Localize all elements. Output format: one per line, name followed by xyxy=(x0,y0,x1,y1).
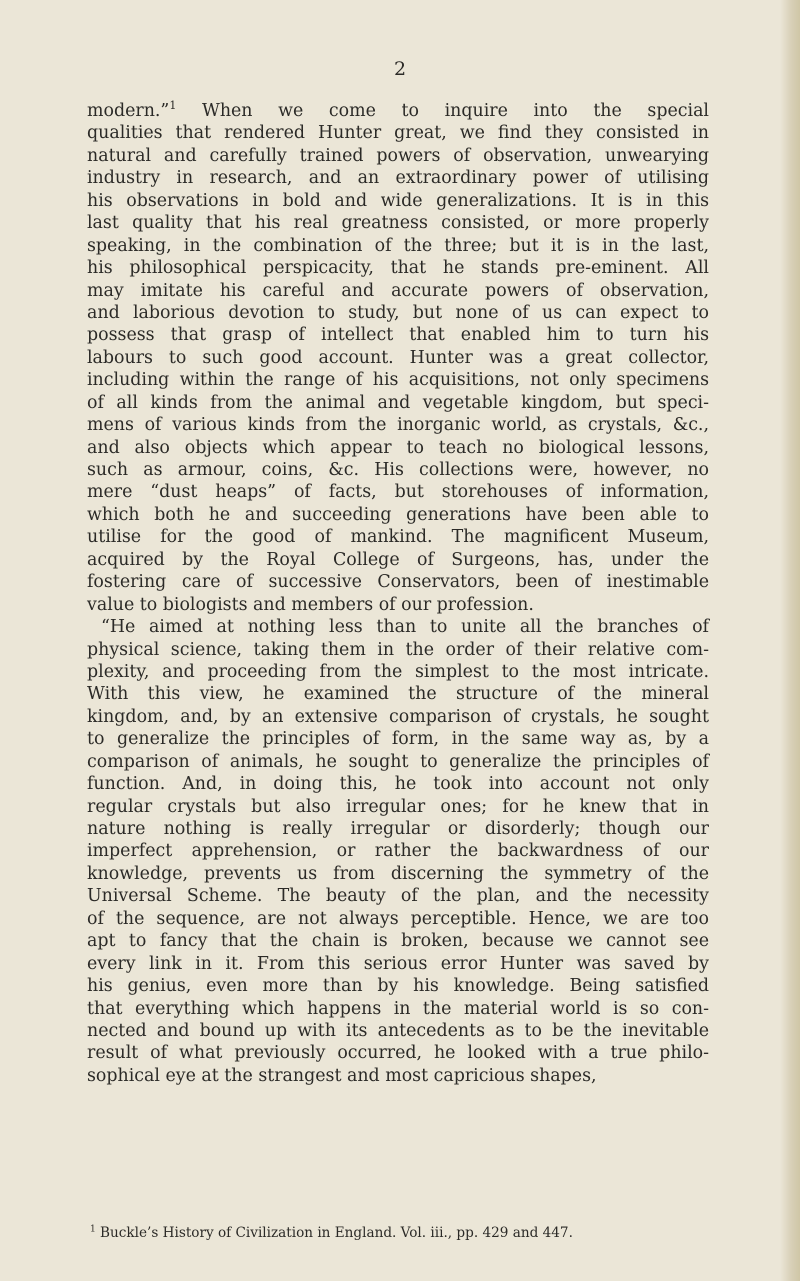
text-line: natural and carefully trained powers of observation, unwearying xyxy=(87,145,709,166)
text-line: modern.”$^1$ When we come to inquire into the special xyxy=(87,99,709,121)
quote-line: his genius, even more than by his knowledge. Being satisfied xyxy=(87,976,709,997)
page-edge-shadow xyxy=(780,0,800,1281)
quote-line: knowledge, prevents us from discerning the symmetry of the xyxy=(87,863,709,884)
text-line: utilise for the good of mankind. The magnificent Museum, xyxy=(87,527,709,548)
quote-line: regular crystals but also irregular ones; for he knew that in xyxy=(87,796,709,817)
text-line: speaking, in the combination of the three; but it is in the last, xyxy=(87,235,709,256)
text-line: and laborious devotion to study, but none of us can expect to xyxy=(87,302,709,323)
quote-line: apt to fancy that the chain is broken, because we cannot see xyxy=(87,931,709,952)
text-line: including within the range of his acquisitions, not only specimens xyxy=(87,370,709,391)
quote-line: nected and bound up with its antecedents as to be the inevitable xyxy=(87,1020,709,1041)
text-line: labours to such good account. Hunter was a great collector, xyxy=(87,347,709,368)
text-line: his philosophical perspicacity, that he stands pre-eminent. All xyxy=(87,258,709,279)
text-line: mens of various kinds from the inorganic world, as crystals, &c., xyxy=(87,415,709,436)
text-line: which both he and succeeding generations have been able to xyxy=(87,504,709,525)
footnote-marker: 1 xyxy=(90,1224,96,1235)
quote-line: imperfect apprehension, or rather the backwardness of our xyxy=(87,841,709,862)
quote-line: to generalize the principles of form, in the same way as, by a xyxy=(87,729,709,750)
footnote-text: Buckle’s History of Civilization in England. Vol. iii., pp. 429 and 447. xyxy=(95,1225,573,1241)
text-line: industry in research, and an extraordinary power of utilising xyxy=(87,168,709,189)
quote-line: plexity, and proceeding from the simplest to the most intricate. xyxy=(87,661,709,682)
text-line: mere “dust heaps” of facts, but storehouses of information, xyxy=(87,482,709,503)
footnote xyxy=(90,1225,710,1241)
text-line: his observations in bold and wide generalizations. It is in this xyxy=(87,190,709,211)
quote-line: sophical eye at the strangest and most capricious shapes, xyxy=(87,1065,597,1086)
text-line: and also objects which appear to teach no biological lessons, xyxy=(87,437,709,458)
quote-line: of the sequence, are not always perceptible. Hence, we are too xyxy=(87,908,709,929)
quote-line: function. And, in doing this, he took into account not only xyxy=(87,774,709,795)
quote-line: With this view, he examined the structure of the mineral xyxy=(87,684,709,705)
quote-line: result of what previously occurred, he looked with a true philo- xyxy=(87,1043,709,1064)
quote-line: Universal Scheme. The beauty of the plan, and the necessity xyxy=(87,886,709,907)
quote-line: comparison of animals, he sought to generalize the principles of xyxy=(87,751,709,772)
body-text xyxy=(87,100,709,1087)
text-line: last quality that his real greatness consisted, or more properly xyxy=(87,213,709,234)
text-line: qualities that rendered Hunter great, we find they consisted in xyxy=(87,123,709,144)
quote-line: kingdom, and, by an extensive comparison of crystals, he sought xyxy=(87,706,709,727)
quote-line: “He aimed at nothing less than to unite all the branches of xyxy=(101,617,709,638)
text-line: acquired by the Royal College of Surgeons, has, under the xyxy=(87,549,709,570)
text-line: possess that grasp of intellect that enabled him to turn his xyxy=(87,325,709,346)
page-number: 2 xyxy=(393,58,407,80)
text-line: value to biologists and members of our profession. xyxy=(87,594,534,615)
quote-line: that everything which happens in the material world is so con- xyxy=(87,998,709,1019)
quote-line: every link in it. From this serious error Hunter was saved by xyxy=(87,953,709,974)
quote-line: physical science, taking them in the order of their relative com- xyxy=(87,639,709,660)
footnote-reference: 1 xyxy=(169,99,177,113)
text-line: may imitate his careful and accurate powers of observation, xyxy=(87,280,709,301)
text-line: fostering care of successive Conservators, been of inestimable xyxy=(87,572,709,593)
text-line: of all kinds from the animal and vegetable kingdom, but speci- xyxy=(87,392,709,413)
quote-line: nature nothing is really irregular or disorderly; though our xyxy=(87,819,709,839)
text-line: such as armour, coins, &c. His collections were, however, no xyxy=(87,460,709,480)
